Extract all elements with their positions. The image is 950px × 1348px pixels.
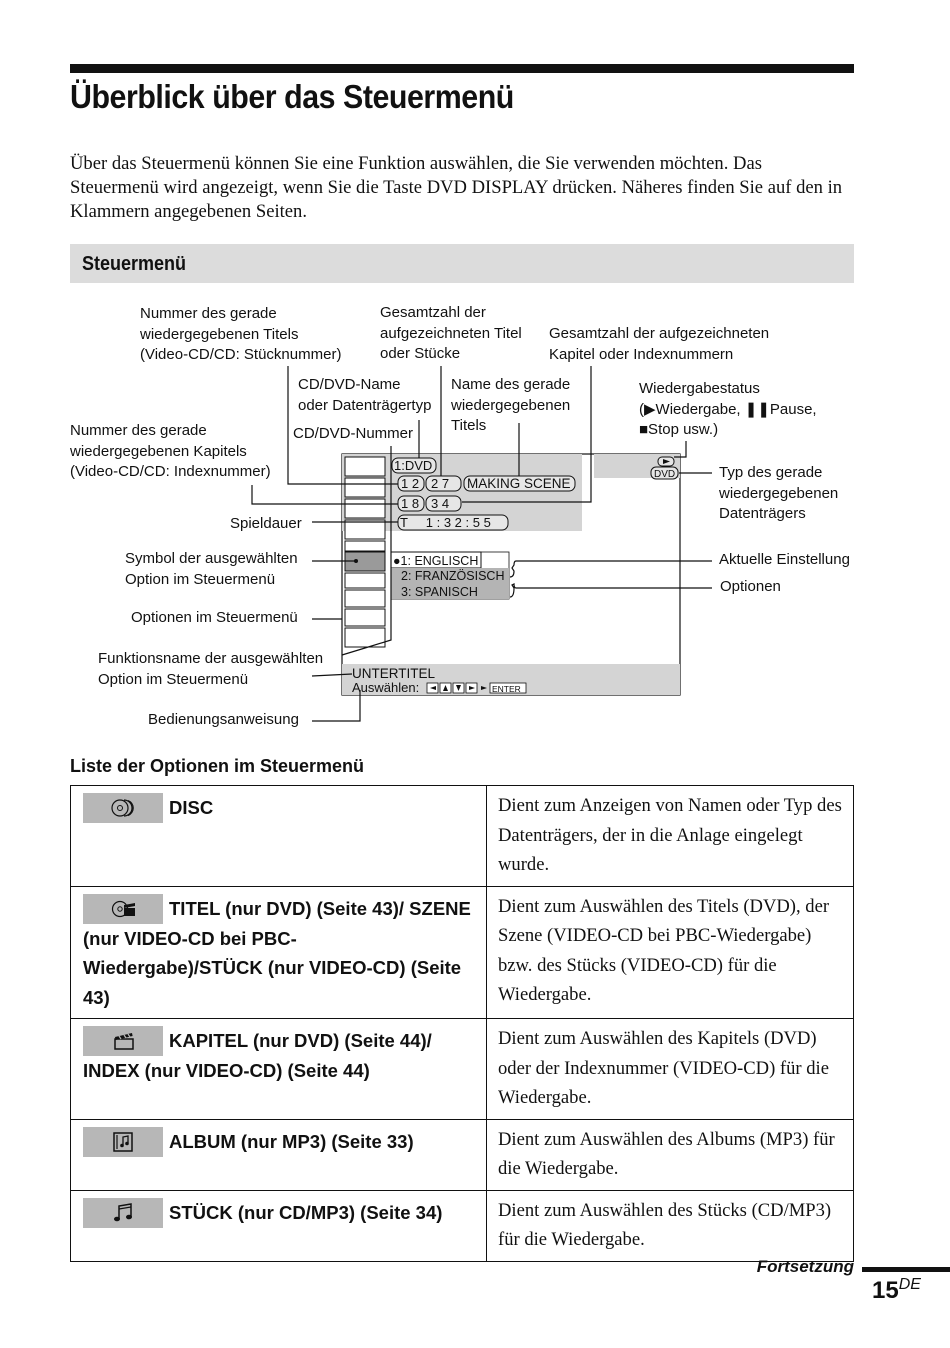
screen-chapter-num: 1 8 [401,496,420,511]
callout-playing-time: Spieldauer [230,515,302,532]
callout-chapter-number: Nummer des gerade wiedergegebenen Kapitels (Video-CD/CD: Indexnummer) [70,422,271,480]
row-desc: Dient zum Anzeigen von Namen oder Typ des Datenträgers, der in die Anlage eingelegt wurde. [487,786,854,887]
callout-scene-name: Name des gerade wiedergegebenen Titels [451,376,571,434]
page-suffix: DE [898,1276,921,1293]
callout-options: Optionen [720,578,781,595]
continued-label: Fortsetzung [756,1257,854,1276]
album-icon [83,1127,163,1157]
callout-disc-type: Typ des gerade wiedergegebenen Datenträgers [719,464,839,522]
screen-time: T 1 : 3 2 : 5 5 [400,515,491,530]
row-label: STÜCK (nur CD/MP3) (Seite 34) [169,1201,443,1223]
screen-option-1: ●1: ENGLISCH [393,554,479,568]
table-row [71,1019,854,1120]
screen-disc: 1:DVD [394,458,433,473]
callout-function-name: Funktionsname der ausgewählten Option im Steuermenü [98,650,324,688]
row-desc: Dient zum Auswählen des Albums (MP3) für die Wiedergabe. [487,1119,854,1190]
screen-option-3: 3: SPANISCH [401,585,478,599]
table-row [71,886,854,1019]
row-label: ALBUM (nur MP3) (Seite 33) [169,1130,414,1152]
screen-title-num: 1 2 [401,476,420,491]
enter-key: ENTER [492,684,521,694]
screen-function: UNTERTITEL [352,666,436,681]
screen-disc-type: DVD [654,469,676,480]
callout-disc-number: CD/DVD-Nummer [293,425,413,442]
page-title: Überblick über das Steuermenü [70,78,514,115]
row-desc: Dient zum Auswählen des Titels (DVD), der Szene (VIDEO-CD bei PBC-Wiedergabe) bzw. des Stücks (VIDEO-CD) für die Wiedergabe. [487,886,854,1019]
list-title: Liste der Optionen im Steuermenü [70,756,365,776]
callout-menu-options: Optionen im Steuermenü [131,609,298,626]
disc-icon [83,793,163,823]
screen-option-2: 2: FRANZÖSISCH [401,569,505,583]
callout-operation: Bedienungsanweisung [148,711,299,728]
chapter-icon [83,1026,163,1056]
row-label: DISC [169,797,214,818]
continued-rule [862,1267,950,1272]
row-label: TITEL (nur DVD) (Seite 43)/ SZENE (nur VIDEO-CD bei PBC-Wiedergabe)/STÜCK (nur VIDEO-CD) (Seite 43) [83,897,471,1008]
row-desc: Dient zum Auswählen des Stücks (CD/MP3) für die Wiedergabe. [487,1190,854,1261]
callout-selected-symbol: Symbol der ausgewählten Option im Steuermenü [125,550,298,588]
callout-current-setting: Aktuelle Einstellung [719,551,850,568]
table-row [71,786,854,887]
row-label: KAPITEL (nur DVD) (Seite 44)/ INDEX (nur VIDEO-CD) (Seite 44) [83,1030,432,1081]
callout-total-chapters: Gesamtzahl der aufgezeichneten Kapitel oder Indexnummern [549,325,770,363]
screen-title-total: 2 7 [431,476,450,491]
options-table [70,785,854,1262]
screen-scene: MAKING SCENE [467,476,571,491]
section-title: Steuermenü [82,253,187,275]
table-row [71,1190,854,1261]
callout-playback-status: Wiedergabestatus (▶Wiedergabe, ❚❚Pause, ■Stop usw.) [639,380,817,438]
intro-paragraph: Über das Steuermenü können Sie eine Funktion auswählen, die Sie verwenden möchten. Das Steuermenü wird angezeigt, wenn Sie die Taste DVD DISPLAY drücken. Näheres finden Sie auf den in Klammern angegebenen Seiten. [70,153,843,222]
screen-instruction: Auswählen: [352,680,420,695]
screen-chapter-total: 3 4 [431,496,450,511]
track-icon [83,1198,163,1228]
row-desc: Dient zum Auswählen des Kapitels (DVD) oder der Indexnummer (VIDEO-CD) für die Wiedergabe. [487,1019,854,1120]
page-number: 15DE [872,1276,921,1304]
callout-total-titles: Gesamtzahl der aufgezeichneten Titel oder Stücke [380,304,522,362]
callout-title-number: Nummer des gerade wiedergegebenen Titels (Video-CD/CD: Stücknummer) [140,305,342,363]
icon-column [345,457,385,647]
callout-disc-name: CD/DVD-Name oder Datenträgertyp [298,376,432,414]
title-icon [83,894,163,924]
table-row [71,1119,854,1190]
